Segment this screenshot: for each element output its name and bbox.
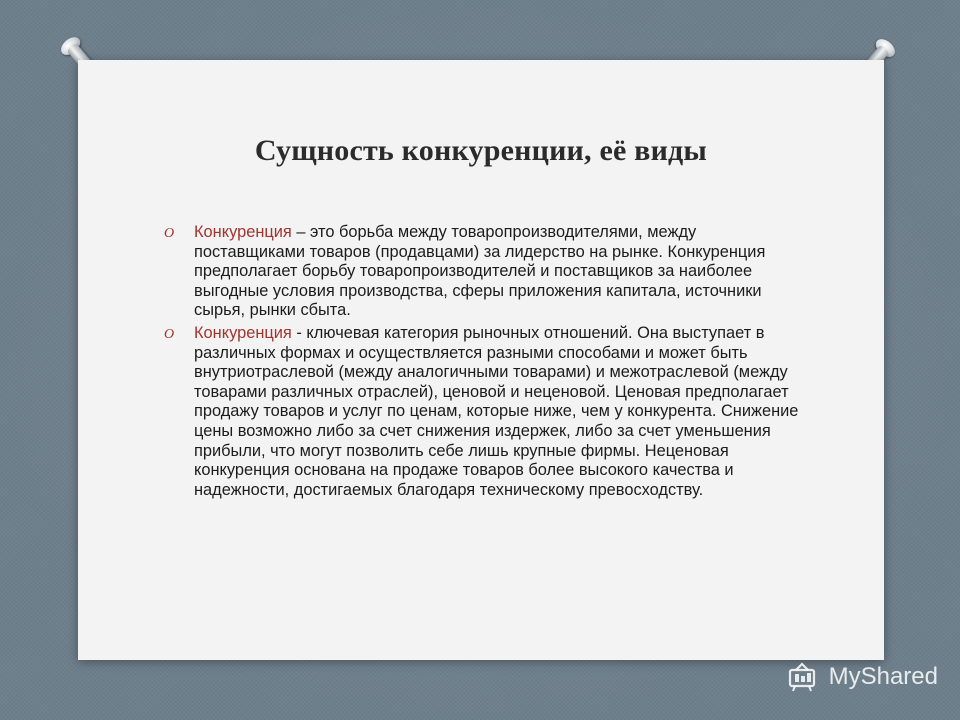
bullet-marker-icon: O <box>164 226 175 241</box>
myshared-watermark <box>787 662 938 692</box>
slide-title: Сущность конкуренции, её виды <box>254 134 708 167</box>
bullet-term: Конкуренция <box>194 323 292 342</box>
bullet-item <box>164 324 804 500</box>
bullet-term: Конкуренция <box>194 223 292 241</box>
bullet-marker-icon: O <box>164 326 175 342</box>
bullet-text: - ключевая категория рыночных отношений. Она выступает в различных формах и осуществляется разными способами и может быть внутриотраслевой (между аналогичными товарами) и межотраслевой (между товарами различных отраслей), ценовой и неценовой. Ценовая предполагает продажу товаров и услуг по ценам, которые ниже, чем у конкурента. Снижение цены возможно либо за счет снижения издержек, либо за счет уменьшения прибыли, что могут позволить себе лишь крупные фирмы. Неценовая конкуренция основана на продаже товаров более высокого качества и надежности, достигаемых благодаря техническому превосходству. <box>194 323 799 499</box>
slide-card <box>78 60 884 660</box>
watermark-text: MyShared <box>828 663 938 690</box>
myshared-logo-icon <box>787 662 823 692</box>
bullet-list <box>164 223 804 503</box>
bullet-item <box>164 223 804 321</box>
bullet-text: – это борьба между товаропроизводителями, между поставщиками товаров (продавцами) за лидерство на рынке. Конкуренция предполагает борьбу товаропроизводителей и поставщиков за наиболее выгодные условия производства, сферы приложения капитала, источники сырья, рынки сбыта. <box>194 223 766 320</box>
